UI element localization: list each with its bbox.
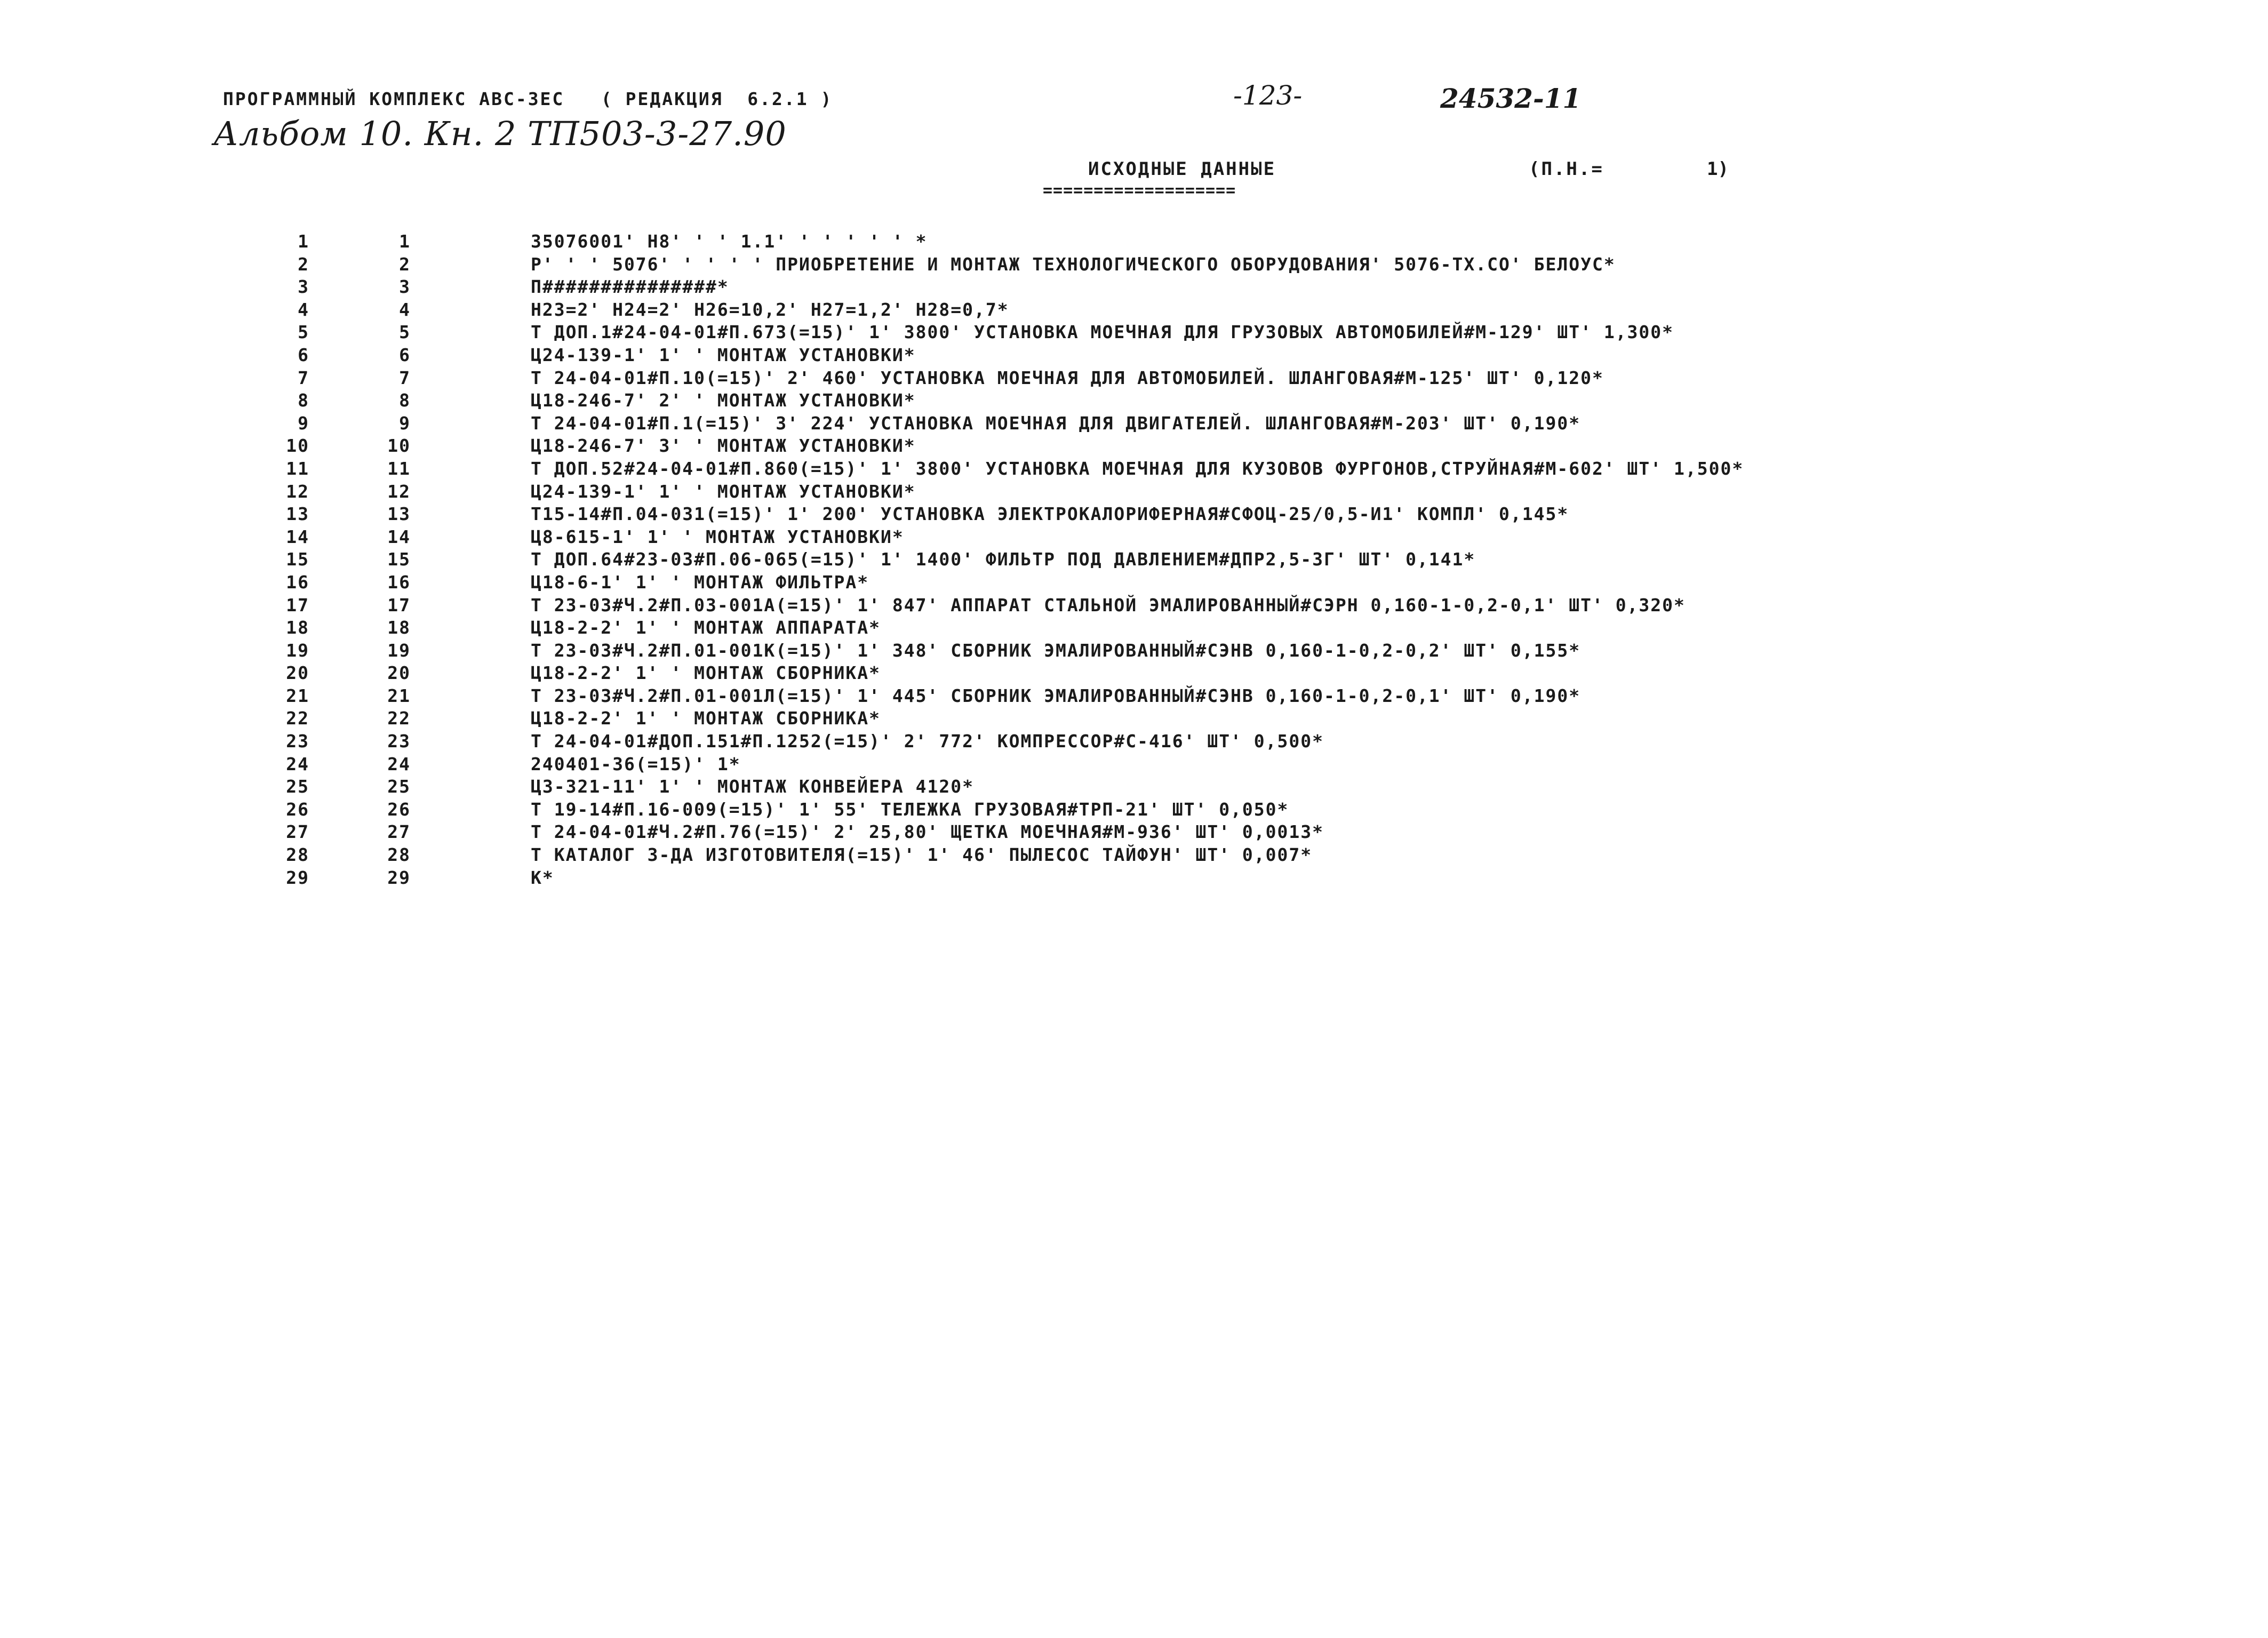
pn-label: (П.Н.=: [1529, 158, 1604, 180]
table-row: [0, 617, 2268, 640]
row-index: 13: [387, 504, 411, 525]
row-text: Т 24-04-01#ДОП.151#П.1252(=15)' 2' 772' КОМПРЕССОР#С-416' ШТ' 0,500*: [531, 731, 1324, 752]
row-number: 9: [298, 412, 309, 434]
row-text: Т 24-04-01#П.10(=15)' 2' 460' УСТАНОВКА МОЕЧНАЯ ДЛЯ АВТОМОБИЛЕЙ. ШЛАНГОВАЯ#М-125' ШТ' 0,120*: [531, 367, 1604, 388]
table-row: [0, 435, 2268, 458]
row-text: Ц18-2-2' 1' ' МОНТАЖ СБОРНИКА*: [531, 708, 881, 729]
row-index: 15: [387, 549, 411, 570]
table-row: [0, 844, 2268, 867]
row-text: Ц18-6-1' 1' ' МОНТАЖ ФИЛЬТРА*: [531, 571, 869, 593]
row-index: 16: [387, 571, 411, 593]
row-index: 20: [387, 662, 411, 684]
row-number: 5: [298, 322, 309, 343]
row-index: 4: [399, 299, 411, 320]
row-number: 10: [286, 435, 309, 457]
data-listing: [0, 231, 2268, 890]
row-text: Ц8-615-1' 1' ' МОНТАЖ УСТАНОВКИ*: [531, 526, 904, 547]
row-index: 17: [387, 594, 411, 616]
table-row: [0, 572, 2268, 595]
row-number: 28: [286, 844, 309, 866]
row-number: 18: [286, 617, 309, 638]
row-number: 15: [286, 549, 309, 570]
row-text: Т ДОП.52#24-04-01#П.860(=15)' 1' 3800' УСТАНОВКА МОЕЧНАЯ ДЛЯ КУЗОВОВ ФУРГОНОВ,СТРУЙНАЯ#М-602' ШТ' 1,500*: [531, 458, 1744, 479]
row-text: Н23=2' Н24=2' Н26=10,2' Н27=1,2' Н28=0,7*: [531, 299, 1009, 320]
row-number: 17: [286, 594, 309, 616]
row-number: 22: [286, 708, 309, 729]
table-row: [0, 367, 2268, 390]
program-header: ПРОГРАММНЫЙ КОМПЛЕКС АВС-3ЕС ( РЕДАКЦИЯ 6.2.1 ): [223, 89, 833, 109]
row-text: Т 23-03#Ч.2#П.01-001К(=15)' 1' 348' СБОРНИК ЭМАЛИРОВАННЫЙ#СЭНВ 0,160-1-0,2-0,2' ШТ' 0,155*: [531, 640, 1581, 661]
row-text: Ц18-246-7' 2' ' МОНТАЖ УСТАНОВКИ*: [531, 390, 916, 411]
row-text: Т ДОП.64#23-03#П.06-065(=15)' 1' 1400' ФИЛЬТР ПОД ДАВЛЕНИЕМ#ДПР2,5-3Г' ШТ' 0,141*: [531, 549, 1476, 570]
row-text: 35076001' Н8' ' ' 1.1' ' ' ' ' ' *: [531, 231, 928, 252]
row-number: 21: [286, 685, 309, 706]
row-number: 7: [298, 367, 309, 388]
row-index: 25: [387, 776, 411, 797]
row-text: П###############*: [531, 276, 729, 298]
row-index: 14: [387, 526, 411, 547]
table-row: [0, 254, 2268, 277]
page-number: -123-: [1233, 80, 1303, 111]
row-number: 4: [298, 299, 309, 320]
table-row: [0, 662, 2268, 685]
row-text: Ц18-2-2' 1' ' МОНТАЖ СБОРНИКА*: [531, 662, 881, 684]
table-row: [0, 799, 2268, 822]
row-number: 29: [286, 867, 309, 888]
album-reference: Альбом 10. Кн. 2 ТП503-3-27.90: [213, 114, 787, 153]
row-index: 27: [387, 821, 411, 843]
table-row: [0, 731, 2268, 754]
table-row: [0, 640, 2268, 663]
row-text: Т15-14#П.04-031(=15)' 1' 200' УСТАНОВКА ЭЛЕКТРОКАЛОРИФЕРНАЯ#СФОЦ-25/0,5-И1' КОМПЛ' 0,145*: [531, 504, 1569, 525]
row-index: 5: [399, 322, 411, 343]
row-text: Т ДОП.1#24-04-01#П.673(=15)' 1' 3800' УСТАНОВКА МОЕЧНАЯ ДЛЯ ГРУЗОВЫХ АВТОМОБИЛЕЙ#М-129' ШТ' 1,300*: [531, 322, 1674, 343]
row-text: Т 23-03#Ч.2#П.01-001Л(=15)' 1' 445' СБОРНИК ЭМАЛИРОВАННЫЙ#СЭНВ 0,160-1-0,2-0,1' ШТ' 0,190*: [531, 685, 1581, 706]
row-index: 21: [387, 685, 411, 706]
row-text: Ц18-2-2' 1' ' МОНТАЖ АППАРАТА*: [531, 617, 881, 638]
table-row: [0, 231, 2268, 254]
row-text: Т 23-03#Ч.2#П.03-001А(=15)' 1' 847' АППАРАТ СТАЛЬНОЙ ЭМАЛИРОВАННЫЙ#СЭРН 0,160-1-0,2-0,1' ШТ' 0,320*: [531, 594, 1686, 616]
row-text: Ц3-321-11' 1' ' МОНТАЖ КОНВЕЙЕРА 4120*: [531, 776, 974, 797]
table-row: [0, 595, 2268, 618]
row-text: Т 19-14#П.16-009(=15)' 1' 55' ТЕЛЕЖКА ГРУЗОВАЯ#ТРП-21' ШТ' 0,050*: [531, 798, 1289, 820]
table-row: [0, 390, 2268, 413]
pn-value: 1): [1707, 158, 1729, 180]
row-number: 11: [286, 458, 309, 479]
row-index: 10: [387, 435, 411, 457]
row-number: 13: [286, 504, 309, 525]
table-row: [0, 549, 2268, 572]
title-underline: ===================: [1043, 181, 1236, 200]
row-text: Т 24-04-01#Ч.2#П.76(=15)' 2' 25,80' ЩЕТКА МОЕЧНАЯ#М-936' ШТ' 0,0013*: [531, 821, 1324, 843]
row-number: 24: [286, 753, 309, 774]
row-index: 18: [387, 617, 411, 638]
document-number: 24532-11: [1440, 83, 1582, 114]
row-index: 11: [387, 458, 411, 479]
row-text: Ц18-246-7' 3' ' МОНТАЖ УСТАНОВКИ*: [531, 435, 916, 457]
row-index: 7: [399, 367, 411, 388]
row-index: 23: [387, 731, 411, 752]
row-text: К*: [531, 867, 554, 888]
table-row: [0, 413, 2268, 436]
table-row: [0, 458, 2268, 481]
row-index: 22: [387, 708, 411, 729]
row-index: 29: [387, 867, 411, 888]
table-row: [0, 322, 2268, 345]
row-text: Р' ' ' 5076' ' ' ' ' ПРИОБРЕТЕНИЕ И МОНТАЖ ТЕХНОЛОГИЧЕСКОГО ОБОРУДОВАНИЯ' 5076-ТХ.СО' БЕЛОУС*: [531, 253, 1616, 275]
row-index: 8: [399, 390, 411, 411]
row-index: 2: [399, 253, 411, 275]
row-text: Т КАТАЛОГ З-ДА ИЗГОТОВИТЕЛЯ(=15)' 1' 46' ПЫЛЕСОС ТАЙФУН' ШТ' 0,007*: [531, 844, 1313, 866]
row-index: 1: [399, 231, 411, 252]
table-row: [0, 526, 2268, 549]
row-index: 9: [399, 412, 411, 434]
table-row: [0, 776, 2268, 799]
table-row: [0, 276, 2268, 299]
row-number: 6: [298, 344, 309, 365]
row-number: 16: [286, 571, 309, 593]
row-number: 8: [298, 390, 309, 411]
row-number: 2: [298, 253, 309, 275]
row-index: 12: [387, 481, 411, 502]
table-row: [0, 345, 2268, 367]
section-title: ИСХОДНЫЕ ДАННЫЕ: [1088, 158, 1276, 180]
row-number: 3: [298, 276, 309, 298]
table-row: [0, 481, 2268, 504]
table-row: [0, 299, 2268, 322]
row-number: 26: [286, 798, 309, 820]
row-index: 19: [387, 640, 411, 661]
row-number: 20: [286, 662, 309, 684]
row-text: 240401-36(=15)' 1*: [531, 753, 741, 774]
table-row: [0, 708, 2268, 731]
row-text: Т 24-04-01#П.1(=15)' 3' 224' УСТАНОВКА МОЕЧНАЯ ДЛЯ ДВИГАТЕЛЕЙ. ШЛАНГОВАЯ#М-203' ШТ' 0,190*: [531, 412, 1581, 434]
row-text: Ц24-139-1' 1' ' МОНТАЖ УСТАНОВКИ*: [531, 481, 916, 502]
table-row: [0, 685, 2268, 708]
table-row: [0, 867, 2268, 890]
table-row: [0, 821, 2268, 844]
row-index: 24: [387, 753, 411, 774]
row-number: 25: [286, 776, 309, 797]
row-index: 6: [399, 344, 411, 365]
row-number: 19: [286, 640, 309, 661]
table-row: [0, 504, 2268, 526]
row-number: 12: [286, 481, 309, 502]
row-number: 27: [286, 821, 309, 843]
row-index: 28: [387, 844, 411, 866]
table-row: [0, 754, 2268, 777]
row-index: 3: [399, 276, 411, 298]
row-number: 1: [298, 231, 309, 252]
row-index: 26: [387, 798, 411, 820]
row-number: 23: [286, 731, 309, 752]
row-text: Ц24-139-1' 1' ' МОНТАЖ УСТАНОВКИ*: [531, 344, 916, 365]
row-number: 14: [286, 526, 309, 547]
